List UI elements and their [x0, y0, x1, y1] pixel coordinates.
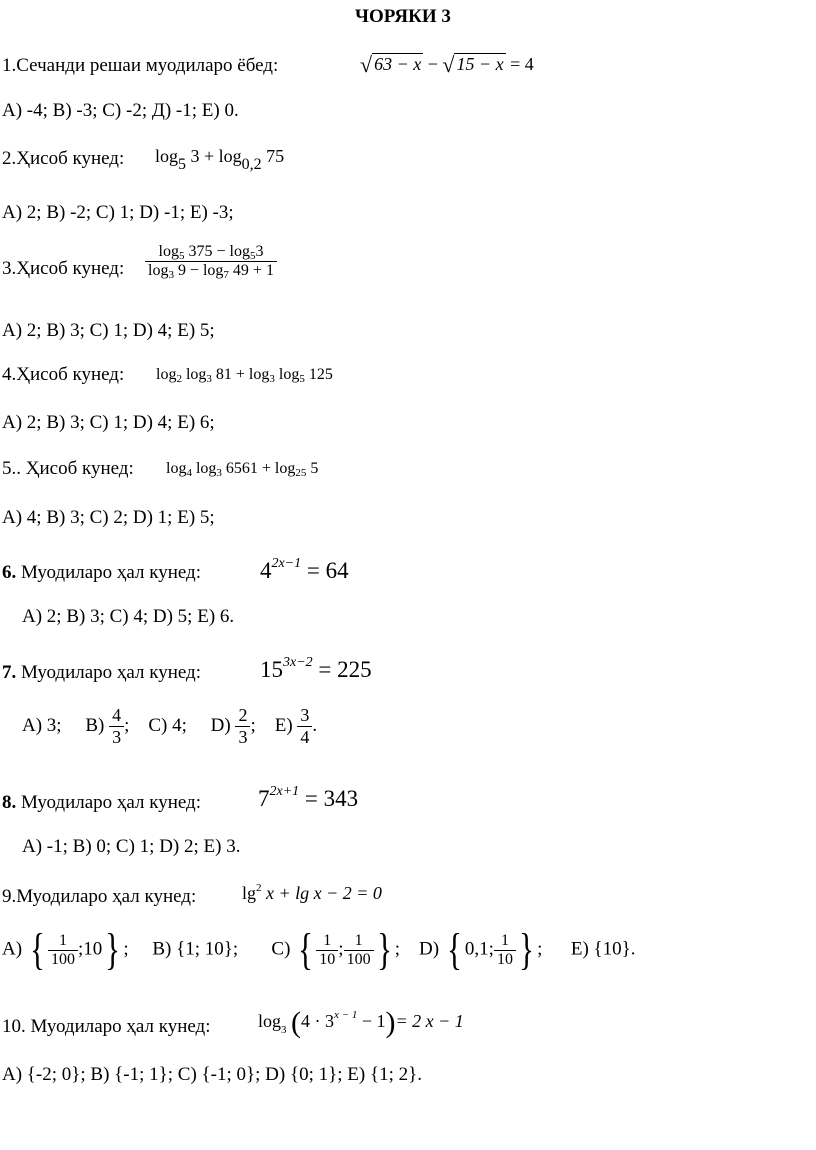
question-3-answers: A) 2; B) 3; C) 1; D) 4; E) 5; [2, 320, 215, 341]
question-1-equation: √ 63 − x − √ 15 − x = 4 [360, 52, 534, 77]
question-1-answers: A) -4; B) -3; C) -2; Д) -1; E) 0. [2, 100, 239, 121]
question-9-equation: $\lg^2 x + \lg x - 2 = 0$ [242, 882, 382, 903]
question-1-text: 1.Сечанди решаи муодиларо ёбед: [2, 55, 279, 76]
question-5-expression: log4 log3 6561 + log25 5 [166, 460, 319, 479]
question-10-text: 10. Муодиларо ҳал кунед: [2, 1016, 211, 1037]
question-3-fraction: $\frac{\log 5 375 - \log 53}{\log 3 9 - \log 7 49 + 1}$ [145, 243, 277, 280]
question-2-text: 2.Ҳисоб кунед: [2, 148, 125, 169]
question-8-text: 8. Муодиларо ҳал кунед: [2, 792, 201, 813]
question-9-answers: A) { $\frac{1}{100}$ ;10} ; B) {1; 10}; C) { $\frac{1}{10}$ ; $\frac{1}{100}$ } ; D) { 0,1; $\frac{1}{10}$ } ; E) {10}. [2, 925, 636, 974]
question-10-equation: $\log_3 (4 \cdot 3^{x - 1} - 1)= 2$ x − 1 [258, 1006, 464, 1039]
question-2-answers: A) 2; B) -2; C) 1; D) -1; E) -3; [2, 202, 234, 223]
question-6-answers: A) 2; B) 3; C) 4; D) 5; E) 6. [22, 606, 235, 627]
question-7-text: 7. Муодиларо ҳал кунед: [2, 662, 201, 683]
question-4-text: 4.Ҳисоб кунед: [2, 364, 125, 385]
question-9-text: 9.Муодиларо ҳал кунед: [2, 886, 197, 907]
question-7-equation: $15^{3x-2} = 225$ [260, 655, 372, 682]
question-10-answers: A) {-2; 0}; B) {-1; 1}; C) {-1; 0}; D) {0; 1}; E) {1; 2}. [2, 1064, 422, 1085]
question-8-answers: A) -1; B) 0; C) 1; D) 2; E) 3. [22, 836, 241, 857]
question-4-expression: log2 log3 81 + log3 log5 125 [156, 366, 333, 385]
question-7-answers: A) 3; B) $\frac{4}{3}$ ; C) 4; D) $\frac{2}{3}$ ; E) $\frac{3}{4}$ . [22, 705, 318, 747]
question-2-expression: log5 3 + log0,2 75 [155, 146, 285, 173]
question-5-text: 5.. Ҳисоб кунед: [2, 458, 134, 479]
question-8-equation: $7^{2x+1} = 343$ [258, 784, 359, 811]
question-5-answers: A) 4; B) 3; C) 2; D) 1; E) 5; [2, 507, 215, 528]
question-4-answers: A) 2; B) 3; C) 1; D) 4; E) 6; [2, 412, 215, 433]
page-title: ЧОРЯКИ 3 [355, 6, 451, 27]
question-6-text: 6. Муодиларо ҳал кунед: [2, 562, 201, 583]
question-3-text: 3.Ҳисоб кунед: [2, 258, 125, 279]
question-6-equation: $4^{2x-1} = 64$ [260, 556, 349, 583]
